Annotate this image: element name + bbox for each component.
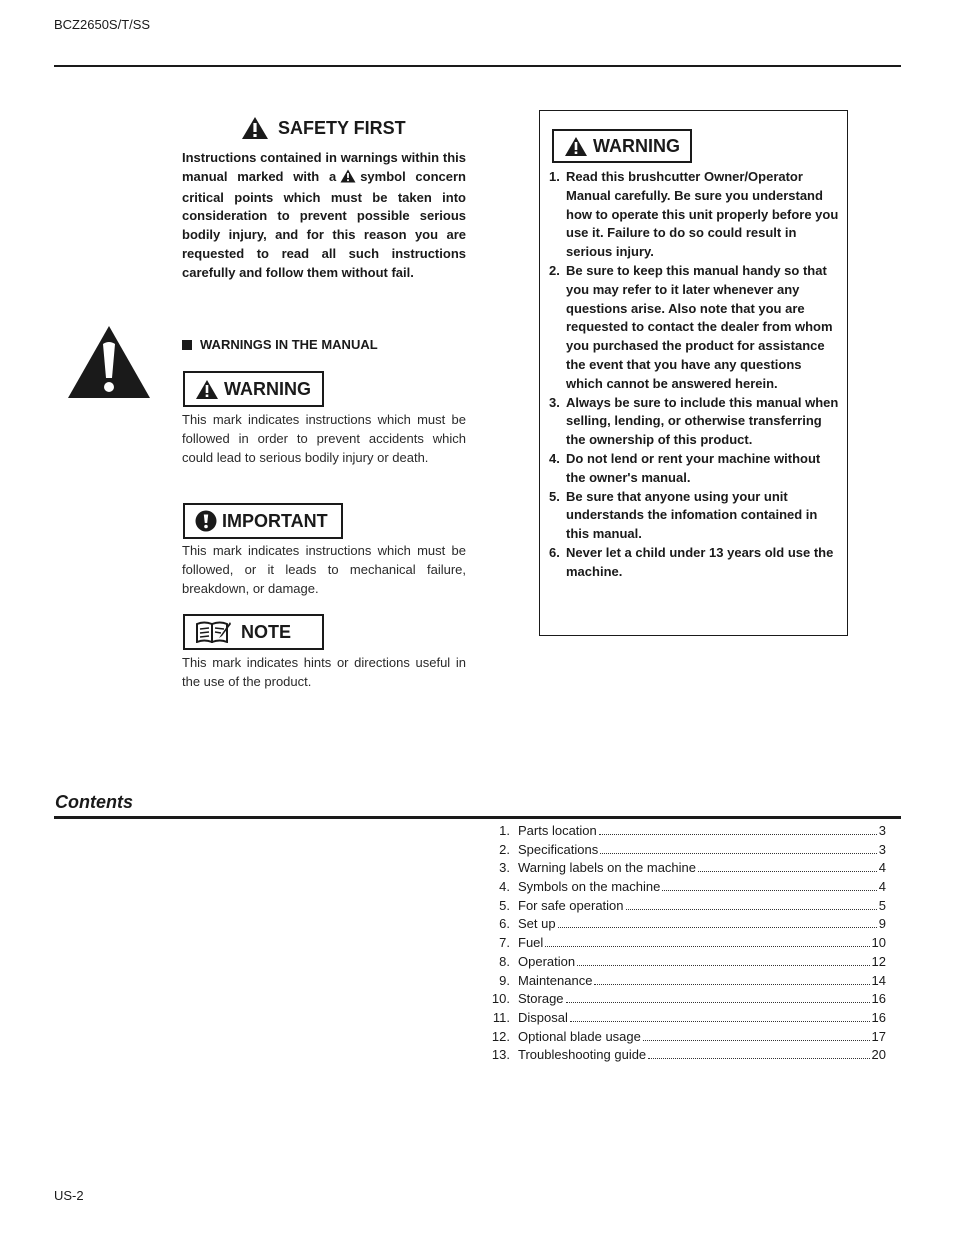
toc-entry[interactable] <box>484 935 886 954</box>
table-of-contents <box>484 823 886 1066</box>
toc-title: Fuel <box>518 935 544 951</box>
warning-list-item <box>549 488 841 544</box>
toc-page: 12 <box>871 953 886 969</box>
toc-title: Storage <box>518 991 564 1007</box>
toc-title: Disposal <box>518 1009 568 1025</box>
toc-entry[interactable] <box>484 842 886 861</box>
contents-title: Contents <box>55 792 133 812</box>
warning-list-item <box>549 544 841 582</box>
toc-number: 3. <box>499 860 510 876</box>
warning-list-item <box>549 394 841 450</box>
toc-page: 16 <box>871 1009 886 1025</box>
toc-title: Maintenance <box>518 972 593 988</box>
toc-entry[interactable] <box>484 954 886 973</box>
toc-title: Warning labels on the machine <box>518 860 697 876</box>
toc-entry[interactable] <box>484 823 886 842</box>
warning-item-text: Do not lend or rent your machine without the owner's manual. <box>566 450 821 485</box>
warning-item-text: Be sure that anyone using your unit understands the infomation contained in this manual. <box>566 488 818 542</box>
safety-first-title: SAFETY FIRST <box>278 117 406 138</box>
large-warning-triangle-icon <box>66 324 152 405</box>
toc-number: 1. <box>499 823 510 838</box>
toc-page: 3 <box>878 823 886 838</box>
warning-item-number: 5. <box>549 488 560 504</box>
toc-leader <box>577 965 869 966</box>
toc-leader <box>662 890 876 891</box>
model-number: BCZ2650S/T/SS <box>54 17 151 32</box>
note-badge-label: NOTE <box>241 621 292 642</box>
toc-number: 13. <box>491 1047 510 1063</box>
toc-entry[interactable] <box>484 991 886 1010</box>
important-description: This mark indicates instructions which must be followed, or it leads to mechanical failure, breakdown, or damage. <box>182 543 466 596</box>
toc-number: 6. <box>499 916 510 932</box>
toc-page: 3 <box>878 841 886 857</box>
toc-leader <box>648 1058 869 1059</box>
toc-page: 5 <box>878 897 886 913</box>
warning-list <box>549 168 841 582</box>
warning-item-number: 3. <box>549 394 560 410</box>
toc-entry[interactable] <box>484 860 886 879</box>
toc-number: 10. <box>491 991 510 1007</box>
toc-leader <box>566 1002 870 1003</box>
warning-badge <box>183 371 324 407</box>
important-badge-label: IMPORTANT <box>222 510 328 531</box>
toc-page: 9 <box>878 916 886 932</box>
note-badge <box>183 614 324 650</box>
toc-leader <box>698 871 877 872</box>
warning-triangle-icon <box>195 379 219 400</box>
toc-title: Set up <box>518 916 556 932</box>
exclamation-circle-icon <box>195 510 217 532</box>
toc-entry[interactable] <box>484 1047 886 1066</box>
warning-item-text: Read this brushcutter Owner/Operator Manual carefully. Be sure you understand how to operate this unit properly before you use it. Failure to do so could result in serious injury. <box>566 169 839 260</box>
warning-item-number: 6. <box>549 544 560 560</box>
toc-entry[interactable] <box>484 1010 886 1029</box>
toc-title: Operation <box>518 953 576 969</box>
warning-item-text: Never let a child under 13 years old use the machine. <box>566 544 834 579</box>
toc-entry[interactable] <box>484 879 886 898</box>
safety-intro <box>182 149 466 283</box>
note-description: This mark indicates hints or directions useful in the use of the product. <box>182 655 466 689</box>
toc-number: 4. <box>499 879 510 895</box>
page-number: US-2 <box>54 1188 84 1203</box>
toc-number: 2. <box>499 841 510 857</box>
warning-item-number: 1. <box>549 169 560 184</box>
warning-item-text: Be sure to keep this manual handy so that you may refer to it later whenever any questions arise. Also note that you are requested to contact the dealer from whom you purchased the product for assistance the event that you have any questions which cannot be answered herein. <box>566 262 833 391</box>
toc-page: 20 <box>871 1047 886 1063</box>
toc-entry[interactable] <box>484 973 886 992</box>
toc-number: 8. <box>499 953 510 969</box>
toc-leader <box>626 909 877 910</box>
warning-box-label: WARNING <box>593 135 680 156</box>
warnings-in-manual-heading <box>182 337 378 352</box>
warnings-in-manual-title: WARNINGS IN THE MANUAL <box>200 337 378 352</box>
toc-page: 16 <box>871 991 886 1007</box>
safety-first-heading <box>241 116 406 140</box>
toc-page: 4 <box>878 879 886 895</box>
toc-leader <box>643 1040 870 1041</box>
warning-triangle-icon <box>564 136 588 157</box>
toc-leader <box>600 853 877 854</box>
toc-number: 5. <box>499 897 510 913</box>
inline-warning-triangle-icon <box>340 169 356 189</box>
safety-intro-part1: Instructions contained in warnings within this manual marked with a <box>182 150 466 184</box>
toc-title: Parts location <box>518 823 597 838</box>
warning-list-item <box>549 168 841 262</box>
important-badge <box>183 503 343 539</box>
contents-rule <box>54 816 901 819</box>
warning-item-text: Always be sure to include this manual when selling, lending, or otherwise transferring the ownership of this product. <box>566 394 839 448</box>
warning-item-number: 4. <box>549 450 560 466</box>
warning-badge-label: WARNING <box>224 378 311 399</box>
warning-list-item <box>549 450 841 488</box>
toc-number: 12. <box>491 1028 510 1044</box>
book-note-icon <box>195 621 231 643</box>
toc-title: Symbols on the machine <box>518 879 661 895</box>
toc-leader <box>594 984 869 985</box>
toc-number: 11. <box>492 1009 510 1025</box>
warning-list-item <box>549 262 841 394</box>
toc-entry[interactable] <box>484 1029 886 1048</box>
toc-number: 9. <box>499 972 510 988</box>
toc-title: Specifications <box>518 841 599 857</box>
square-bullet-icon <box>182 340 192 350</box>
toc-leader <box>558 927 877 928</box>
header-rule <box>54 65 901 67</box>
toc-title: Troubleshooting guide <box>518 1047 647 1063</box>
warning-description: This mark indicates instructions which must be followed in order to prevent accidents which could lead to serious bodily injury or death. <box>182 412 466 465</box>
warning-item-number: 2. <box>549 262 560 278</box>
warning-box-badge <box>552 129 692 163</box>
toc-page: 17 <box>871 1028 886 1044</box>
toc-entry[interactable] <box>484 916 886 935</box>
toc-title: For safe operation <box>518 897 624 913</box>
toc-entry[interactable] <box>484 898 886 917</box>
toc-number: 7. <box>499 935 510 951</box>
toc-page: 4 <box>878 860 886 876</box>
safety-intro-part2: symbol concern critical points which must be taken into consideration to prevent possible serious bodily injury, and for this reason you are requested to read all such instructions carefully and follow them without fail. <box>182 168 467 280</box>
toc-title: Optional blade usage <box>518 1028 641 1044</box>
warning-triangle-icon <box>241 116 269 140</box>
toc-leader <box>599 834 877 835</box>
toc-leader <box>570 1021 870 1022</box>
toc-page: 10 <box>871 935 886 951</box>
toc-page: 14 <box>871 972 886 988</box>
toc-leader <box>545 946 869 947</box>
